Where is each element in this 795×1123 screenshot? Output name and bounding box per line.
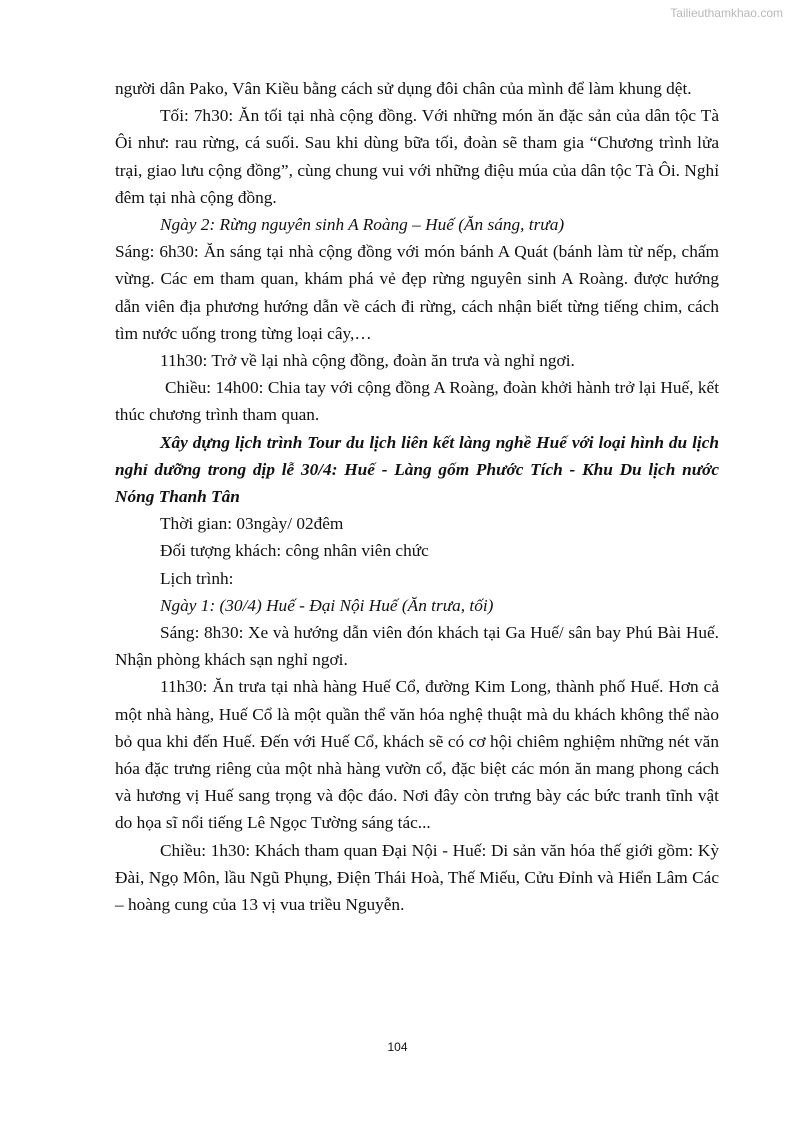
paragraph-morning-day1-tour: Sáng: 8h30: Xe và hướng dẫn viên đón khách tại Ga Huế/ sân bay Phú Bài Huế. Nhận phòng khách sạn nghỉ ngơi. — [115, 623, 719, 670]
section-heading-tour: Xây dựng lịch trình Tour du lịch liên kết làng nghề Huế với loại hình du lịch nghỉ dưỡng trong dịp lễ 30/4: Huế - Làng gốm Phước Tích - Khu Du lịch nước Nóng Thanh Tân — [115, 432, 719, 507]
tour-audience: Đối tượng khách: công nhân viên chức — [160, 541, 429, 561]
heading-day1-tour: Ngày 1: (30/4) Huế - Đại Nội Huế (Ăn trưa, tối) — [160, 595, 494, 615]
paragraph-afternoon-day2: Chiều: 14h00: Chia tay với cộng đồng A Roàng, đoàn khởi hành trở lại Huế, kết thúc chương trình tham quan. — [115, 378, 719, 425]
document-body — [115, 75, 719, 918]
watermark-text: Tailieuthamkhao.com — [670, 6, 783, 20]
page-number: 104 — [387, 1040, 408, 1054]
paragraph-afternoon-day1-tour: Chiều: 1h30: Khách tham quan Đại Nội - Huế: Di sản văn hóa thế giới gồm: Kỳ Đài, Ngọ Môn, lầu Ngũ Phụng, Điện Thái Hoà, Thế Miếu, Cửu Đỉnh và Hiển Lâm Các – hoàng cung của 13 vị vua triều Nguyễn. — [115, 840, 719, 915]
paragraph-noon-day2: 11h30: Trở về lại nhà cộng đồng, đoàn ăn trưa và nghỉ ngơi. — [160, 351, 575, 371]
itinerary-label: Lịch trình: — [160, 568, 234, 588]
paragraph-lunch-day1-tour: 11h30: Ăn trưa tại nhà hàng Huế Cổ, đường Kim Long, thành phố Huế. Hơn cả một nhà hàng, Huế Cổ là một quần thể văn hóa nghệ thuật mà du khách không thể nào bỏ qua khi đến Huế. Đến với Huế Cổ, khách sẽ có cơ hội chiêm nghiệm những nét văn hóa đặc trưng riêng của một nhà hàng vườn cổ, đặc biệt các món ăn mang phong cách và hương vị Huế sang trọng và độc đáo. Nơi đây còn trưng bày các bức tranh tĩnh vật do họa sĩ nổi tiếng Lê Ngọc Tường sáng tác... — [115, 677, 719, 833]
tour-duration: Thời gian: 03ngày/ 02đêm — [160, 514, 344, 534]
paragraph-evening-day1: Tối: 7h30: Ăn tối tại nhà cộng đồng. Với những món ăn đặc sản của dân tộc Tà Ôi như: rau rừng, cá suối. Sau khi dùng bữa tối, đoàn sẽ tham gia “Chương trình lửa trại, giao lưu cộng đồng”, cùng chung vui với những điệu múa của dân tộc Tà Ôi. Nghỉ đêm tại nhà cộng đồng. — [115, 106, 719, 207]
paragraph-morning-day2: Sáng: 6h30: Ăn sáng tại nhà cộng đồng với món bánh A Quát (bánh làm từ nếp, chấm vừng. Các em tham quan, khám phá vẻ đẹp rừng nguyên sinh A Roàng. được hướng dẫn viên địa phương hướng dẫn về cách đi rừng, cách nhận biết từng tiếng chim, cách tìm nước uống trong từng loại cây,… — [115, 242, 719, 343]
heading-day2: Ngày 2: Rừng nguyên sinh A Roàng – Huế (Ăn sáng, trưa) — [160, 215, 565, 235]
paragraph-continuation: người dân Pako, Vân Kiều bằng cách sử dụng đôi chân của mình để làm khung dệt. — [115, 79, 692, 98]
